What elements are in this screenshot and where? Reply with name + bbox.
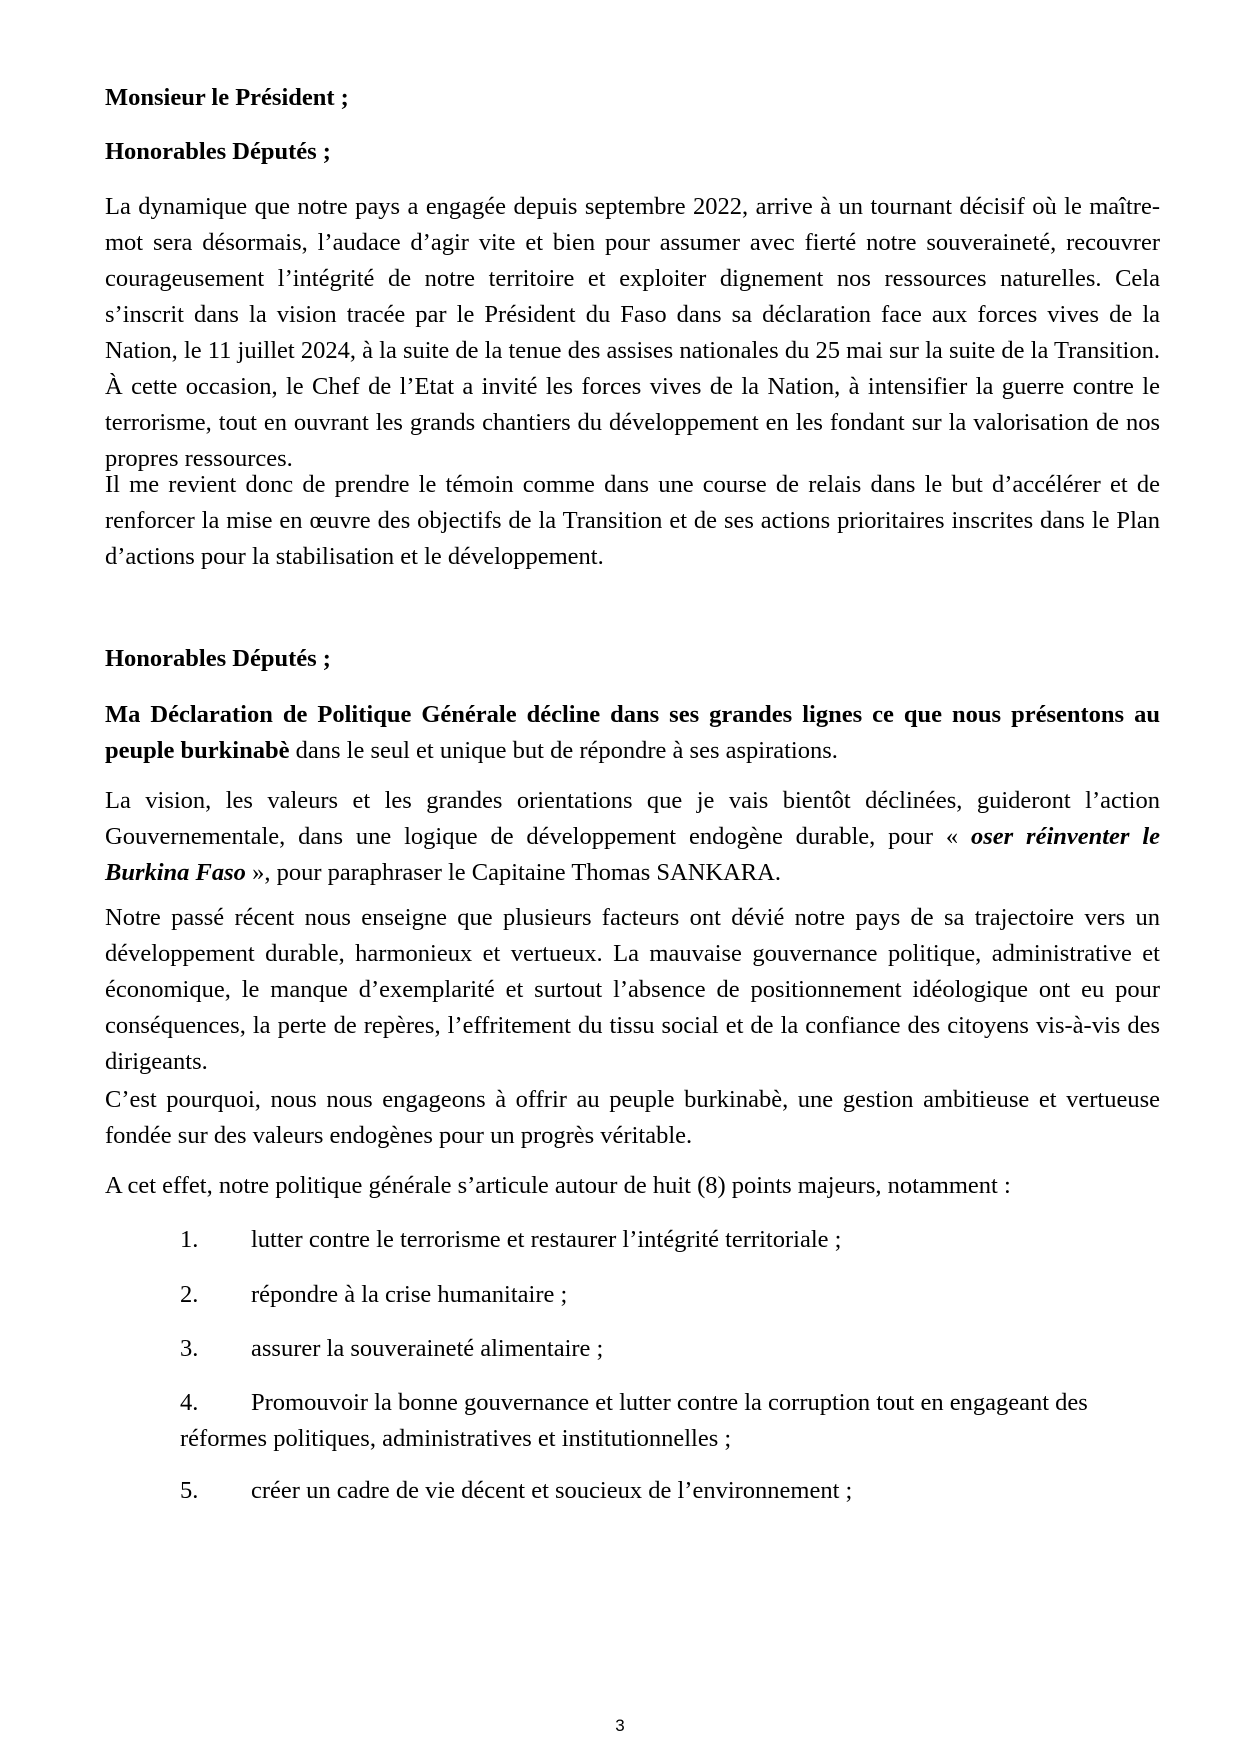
paragraph-vision-part2: », pour paraphraser le Capitaine Thomas SANKARA. <box>245 859 781 886</box>
paragraph-declaration-rest: dans le seul et unique but de répondre à ses aspirations. <box>289 737 838 764</box>
paragraph-dynamique: La dynamique que notre pays a engagée depuis septembre 2022, arrive à un tournant décisif où le maître-mot sera désormais, l’audace d’agir vite et bien pour assumer avec fierté notre souveraineté, recouvrer courageusement l’intégrité de notre territoire et exploiter dignement nos ressources naturelles. Cela s’inscrit dans la vision tracée par le Président du Faso dans sa déclaration face aux forces vives de la Nation, le 11 juillet 2024, à la suite de la tenue des assises nationales du 25 mai sur la suite de la Transition. À cette occasion, le Chef de l’Etat a invité les forces vives de la Nation, à intensifier la guerre contre le terrorisme, tout en ouvrant les grands chantiers du développement en les fondant sur la valorisation de nos propres ressources. <box>105 193 1160 472</box>
list-item <box>180 1331 1160 1367</box>
paragraph-declaration <box>105 697 1160 769</box>
paragraph-huit-points: A cet effet, notre politique générale s’articule autour de huit (8) points majeurs, notamment : <box>105 1172 1011 1199</box>
list-item-number: 2. <box>180 1281 199 1308</box>
paragraph-declaration-bold: Ma Déclaration de Politique Générale décline dans ses grandes lignes ce que nous présentons au peuple burkinabè <box>105 701 1160 764</box>
salutation-president: Monsieur le Président ; <box>105 84 349 111</box>
list-item <box>180 1473 1160 1509</box>
list-item-text: lutter contre le terrorisme et restaurer l’intégrité territoriale ; <box>251 1226 842 1253</box>
page-number: 3 <box>615 1716 625 1735</box>
list-item <box>180 1222 1160 1258</box>
list-item-number: 3. <box>180 1335 199 1362</box>
list-item <box>180 1277 1160 1313</box>
list-item-text: assurer la souveraineté alimentaire ; <box>251 1335 604 1362</box>
paragraph-temoin: Il me revient donc de prendre le témoin comme dans une course de relais dans le but d’accélérer et de renforcer la mise en œuvre des objectifs de la Transition et de ses actions prioritaires inscrites dans le Plan d’actions pour la stabilisation et le développement. <box>105 471 1160 570</box>
paragraph-vision-part1: La vision, les valeurs et les grandes orientations que je vais bientôt déclinées, guideront l’action Gouvernementale, dans une logique de développement endogène durable, pour « <box>105 787 1160 850</box>
paragraph-engagement: C’est pourquoi, nous nous engageons à offrir au peuple burkinabè, une gestion ambitieuse et vertueuse fondée sur des valeurs endogènes pour un progrès véritable. <box>105 1086 1160 1149</box>
list-item-text: Promouvoir la bonne gouvernance et lutter contre la corruption tout en engageant des réformes politiques, administratives et institutionnelles ; <box>180 1389 1088 1452</box>
salutation-deputes: Honorables Députés ; <box>105 138 331 165</box>
salutation-deputes-2: Honorables Députés ; <box>105 645 331 672</box>
paragraph-passe-recent: Notre passé récent nous enseigne que plusieurs facteurs ont dévié notre pays de sa trajectoire vers un développement durable, harmonieux et vertueux. La mauvaise gouvernance politique, administrative et économique, le manque d’exemplarité et surtout l’absence de positionnement idéologique ont eu pour conséquences, la perte de repères, l’effritement du tissu social et de la confiance des citoyens vis-à-vis des dirigeants. <box>105 904 1160 1075</box>
list-item-number: 5. <box>180 1477 199 1504</box>
list-item-number: 4. <box>180 1389 199 1416</box>
list-item-text: répondre à la crise humanitaire ; <box>251 1281 568 1308</box>
list-item-text: créer un cadre de vie décent et soucieux de l’environnement ; <box>251 1477 853 1504</box>
list-item-number: 1. <box>180 1226 199 1253</box>
list-item <box>180 1385 1160 1457</box>
paragraph-vision-emphasis: oser réinventer le Burkina Faso <box>105 823 1160 886</box>
paragraph-vision <box>105 783 1160 891</box>
